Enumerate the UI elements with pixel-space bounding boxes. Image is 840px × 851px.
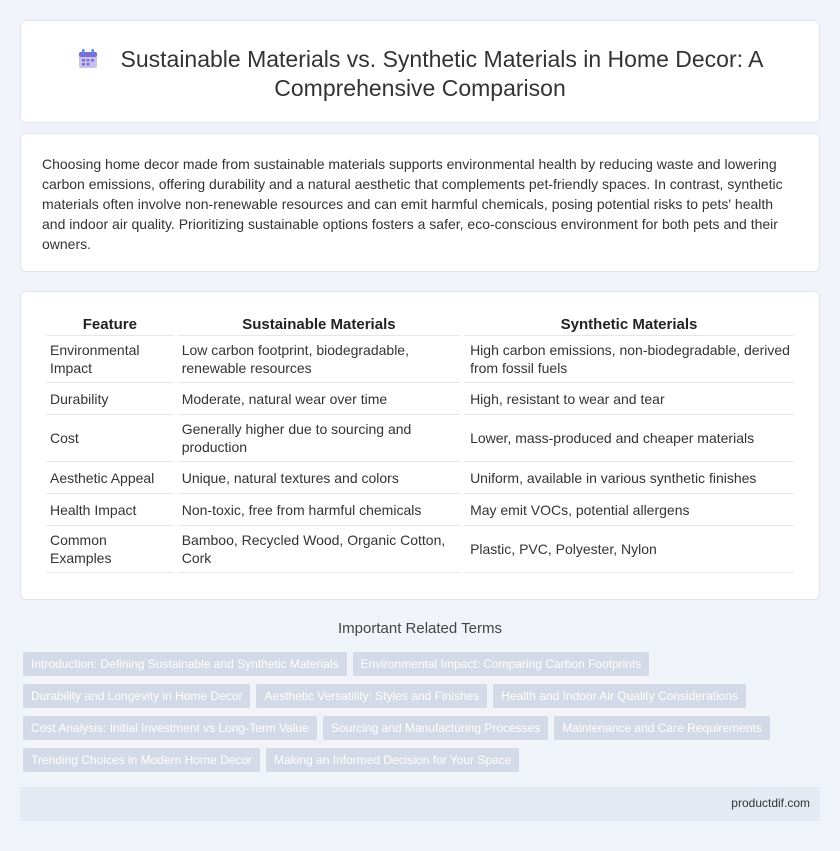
feature-cell: Cost	[46, 415, 174, 462]
feature-cell: Aesthetic Appeal	[46, 462, 174, 494]
sustainable-cell: Bamboo, Recycled Wood, Organic Cotton, Cork	[178, 526, 460, 573]
table-header-row	[46, 314, 794, 336]
synthetic-cell: May emit VOCs, potential allergens	[464, 494, 794, 526]
sustainable-cell: Non-toxic, free from harmful chemicals	[178, 494, 460, 526]
table-row	[46, 462, 794, 494]
sustainable-cell: Moderate, natural wear over time	[178, 383, 460, 415]
sustainable-cell: Low carbon footprint, biodegradable, renewable resources	[178, 336, 460, 383]
related-term-tag[interactable]: Sourcing and Manufacturing Processes	[323, 716, 548, 740]
feature-cell: Durability	[46, 383, 174, 415]
table-row	[46, 415, 794, 462]
synthetic-cell: Uniform, available in various synthetic finishes	[464, 462, 794, 494]
feature-cell: Health Impact	[46, 494, 174, 526]
feature-cell: Common Examples	[46, 526, 174, 573]
title-card	[20, 20, 820, 123]
sustainable-cell: Unique, natural textures and colors	[178, 462, 460, 494]
related-term-tag[interactable]: Durability and Longevity in Home Decor	[23, 684, 250, 708]
related-term-tag[interactable]: Health and Indoor Air Quality Considerations	[493, 684, 746, 708]
table-row	[46, 336, 794, 383]
related-term-tag[interactable]: Maintenance and Care Requirements	[554, 716, 769, 740]
calendar-icon	[77, 48, 99, 70]
related-term-tag[interactable]: Making an Informed Decision for Your Space	[266, 748, 519, 772]
sustainable-cell: Generally higher due to sourcing and production	[178, 415, 460, 462]
related-term-tag[interactable]: Environmental Impact: Comparing Carbon Footprints	[353, 652, 650, 676]
synthetic-cell: High, resistant to wear and tear	[464, 383, 794, 415]
header-feature: Feature	[46, 314, 174, 336]
related-term-tag[interactable]: Aesthetic Versatility: Styles and Finishes	[256, 684, 487, 708]
table-row	[46, 383, 794, 415]
footer-site-link[interactable]: productdif.com	[731, 796, 810, 810]
feature-cell: Environmental Impact	[46, 336, 174, 383]
comparison-table	[42, 314, 798, 573]
footer-bar	[20, 787, 820, 821]
related-term-tag[interactable]: Introduction: Defining Sustainable and Synthetic Materials	[23, 652, 347, 676]
comparison-card	[20, 291, 820, 600]
related-terms-list	[23, 652, 803, 772]
synthetic-cell: Plastic, PVC, Polyester, Nylon	[464, 526, 794, 573]
synthetic-cell: High carbon emissions, non-biodegradable, derived from fossil fuels	[464, 336, 794, 383]
synthetic-cell: Lower, mass-produced and cheaper materials	[464, 415, 794, 462]
table-row	[46, 526, 794, 573]
table-row	[46, 494, 794, 526]
related-terms-title: Important Related Terms	[338, 620, 502, 637]
page-title: Sustainable Materials vs. Synthetic Materials in Home Decor: A Comprehensive Comparison	[120, 46, 764, 101]
header-sustainable: Sustainable Materials	[178, 314, 460, 336]
intro-card	[20, 133, 820, 272]
related-term-tag[interactable]: Trending Choices in Modern Home Decor	[23, 748, 260, 772]
related-term-tag[interactable]: Cost Analysis: Initial Investment vs Long-Term Value	[23, 716, 317, 740]
intro-paragraph: Choosing home decor made from sustainable materials supports environmental health by reducing waste and lowering carbon emissions, offering durability and a natural aesthetic that complements pet-friendly spaces. In contrast, synthetic materials often involve non-renewable resources and can emit harmful chemicals, posing potential risks to pets' health and indoor air quality. Prioritizing sustainable options fosters a safer, eco-conscious environment for both pets and their owners.	[42, 156, 783, 252]
header-synthetic: Synthetic Materials	[464, 314, 794, 336]
page-title-wrap	[61, 45, 779, 103]
